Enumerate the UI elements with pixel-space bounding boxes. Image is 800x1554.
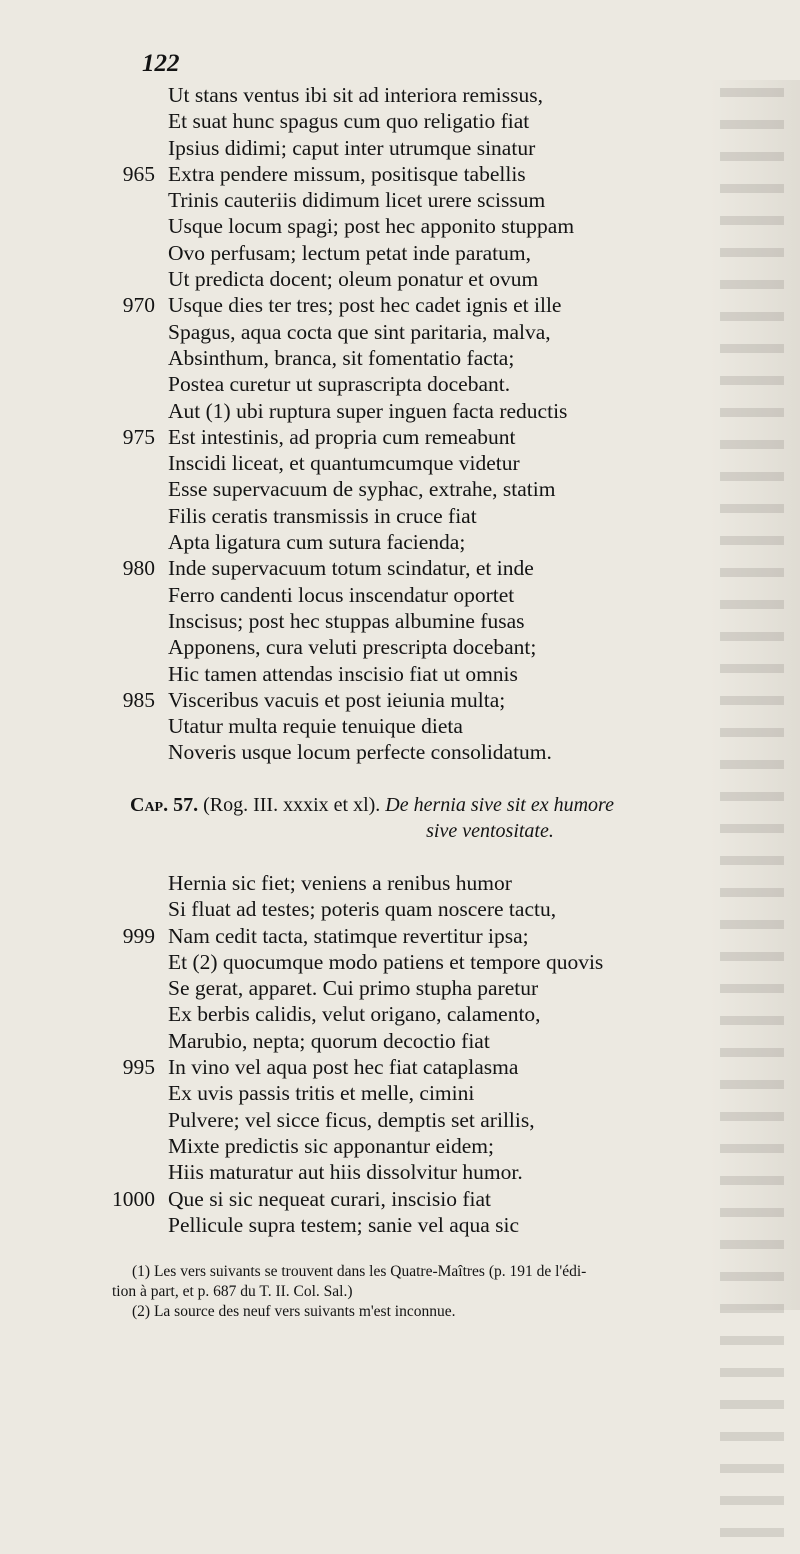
verse-text: Et (2) quocumque modo patiens et tempore quovis bbox=[168, 949, 604, 974]
verse-line bbox=[0, 608, 800, 634]
verse-text: Que si sic nequeat curari, inscisio fiat bbox=[168, 1186, 491, 1211]
verse-text: Ut predicta docent; oleum ponatur et ovum bbox=[168, 267, 539, 292]
verse-line bbox=[0, 135, 800, 161]
verse-text: Ferro candenti locus inscendatur oportet bbox=[168, 582, 515, 607]
verse-line bbox=[0, 1080, 800, 1106]
verse-block-part1 bbox=[0, 82, 800, 766]
chapter-reference: (Rog. III. xxxix et xl). bbox=[198, 794, 386, 816]
line-number: 1000 bbox=[112, 1186, 155, 1211]
verse-line bbox=[0, 634, 800, 660]
bleed-stroke bbox=[720, 1528, 800, 1552]
verse-line bbox=[0, 687, 800, 713]
line-number: 970 bbox=[122, 293, 155, 318]
verse-line bbox=[0, 582, 800, 608]
verse-block-part2 bbox=[0, 870, 800, 1238]
chapter-title-line2: sive ventositate. bbox=[426, 820, 554, 842]
verse-text: Inde supervacuum totum scindatur, et inde bbox=[168, 556, 534, 581]
bleed-stroke bbox=[720, 1464, 800, 1488]
verse-line bbox=[0, 1159, 800, 1185]
verse-line bbox=[0, 266, 800, 292]
verse-text: Marubio, nepta; quorum decoctio fiat bbox=[168, 1028, 490, 1053]
chapter-number: Cap. 57. bbox=[130, 794, 199, 816]
verse-text: Ipsius didimi; caput inter utrumque sinatur bbox=[168, 135, 536, 160]
verse-text: Aut (1) ubi ruptura super inguen facta reductis bbox=[168, 398, 568, 423]
chapter-title-line1: De hernia sive sit ex humore bbox=[385, 794, 614, 816]
line-number: 985 bbox=[122, 687, 155, 712]
verse-text: Absinthum, branca, sit fomentatio facta; bbox=[168, 345, 515, 370]
verse-line bbox=[0, 371, 800, 397]
verse-line bbox=[0, 1054, 800, 1080]
verse-text: Hernia sic fiet; veniens a renibus humor bbox=[168, 871, 512, 895]
verse-line bbox=[0, 424, 800, 450]
verse-line bbox=[0, 398, 800, 424]
verse-line bbox=[0, 108, 800, 134]
verse-line bbox=[0, 923, 800, 949]
verse-line bbox=[0, 503, 800, 529]
verse-line bbox=[0, 345, 800, 371]
bleed-stroke bbox=[720, 1432, 800, 1456]
verse-line bbox=[0, 213, 800, 239]
line-number: 980 bbox=[122, 556, 155, 581]
bleed-stroke bbox=[720, 1240, 800, 1264]
verse-text: Esse supervacuum de syphac, extrahe, statim bbox=[168, 477, 556, 502]
verse-text: Pellicule supra testem; sanie vel aqua sic bbox=[168, 1212, 520, 1237]
verse-line bbox=[0, 82, 800, 108]
footnote-1-line2: tion à part, et p. 687 du T. II. Col. Sal.) bbox=[112, 1283, 353, 1300]
chapter-heading bbox=[130, 792, 790, 844]
verse-line bbox=[0, 1001, 800, 1027]
verse-text: Ex uvis passis tritis et melle, cimini bbox=[168, 1081, 475, 1106]
verse-text: Spagus, aqua cocta que sint paritaria, malva, bbox=[168, 319, 551, 344]
verse-text: Nam cedit tacta, statimque revertitur ipsa; bbox=[168, 923, 529, 948]
verse-text: Apponens, cura veluti prescripta docebant; bbox=[168, 635, 537, 660]
verse-text: Mixte predictis sic apponantur eidem; bbox=[168, 1133, 494, 1158]
verse-text: Apta ligatura cum sutura facienda; bbox=[168, 530, 466, 555]
verse-text: Visceribus vacuis et post ieiunia multa; bbox=[168, 687, 506, 712]
verse-text: Si fluat ad testes; poteris quam noscere tactu, bbox=[168, 897, 557, 922]
verse-line bbox=[0, 555, 800, 581]
verse-text: Hic tamen attendas inscisio fiat ut omnis bbox=[168, 661, 518, 686]
verse-line bbox=[0, 1133, 800, 1159]
verse-text: Pulvere; vel sicce ficus, demptis set arillis, bbox=[168, 1107, 535, 1132]
verse-line bbox=[0, 240, 800, 266]
verse-text: Utatur multa requie tenuique dieta bbox=[168, 714, 463, 739]
bleed-stroke bbox=[720, 1368, 800, 1392]
verse-text: Extra pendere missum, positisque tabellis bbox=[168, 161, 526, 186]
bleed-stroke bbox=[720, 1336, 800, 1360]
verse-text: Et suat hunc spagus cum quo religatio fiat bbox=[168, 109, 530, 134]
verse-line bbox=[0, 1028, 800, 1054]
verse-text: Noveris usque locum perfecte consolidatum. bbox=[168, 740, 552, 765]
verse-line bbox=[0, 1107, 800, 1133]
verse-text: Inscisus; post hec stuppas albumine fusas bbox=[168, 608, 525, 633]
verse-text: Filis ceratis transmissis in cruce fiat bbox=[168, 503, 477, 528]
verse-line bbox=[0, 161, 800, 187]
verse-line bbox=[0, 739, 800, 765]
verse-text: Ovo perfusam; lectum petat inde paratum, bbox=[168, 240, 531, 265]
line-number: 999 bbox=[122, 923, 155, 948]
verse-line bbox=[0, 975, 800, 1001]
line-number: 965 bbox=[122, 161, 155, 186]
verse-text: Ex berbis calidis, velut origano, calamento, bbox=[168, 1002, 541, 1027]
footnote-2: (2) La source des neuf vers suivants m'est inconnue. bbox=[132, 1303, 456, 1320]
bleed-stroke bbox=[720, 1496, 800, 1520]
verse-line bbox=[0, 661, 800, 687]
verse-line bbox=[0, 529, 800, 555]
verse-line bbox=[0, 896, 800, 922]
footnotes bbox=[112, 1262, 792, 1322]
verse-text: Trinis cauteriis didimum licet urere scissum bbox=[168, 188, 546, 213]
verse-line bbox=[0, 1212, 800, 1238]
verse-text: Hiis maturatur aut hiis dissolvitur humor. bbox=[168, 1160, 523, 1185]
verse-line bbox=[0, 319, 800, 345]
verse-text: Usque dies ter tres; post hec cadet ignis et ille bbox=[168, 293, 562, 318]
verse-line bbox=[0, 187, 800, 213]
verse-line bbox=[0, 476, 800, 502]
verse-text: Inscidi liceat, et quantumcumque videtur bbox=[168, 451, 520, 476]
verse-text: In vino vel aqua post hec fiat cataplasma bbox=[168, 1055, 519, 1080]
verse-text: Usque locum spagi; post hec apponito stuppam bbox=[168, 214, 575, 239]
line-number: 975 bbox=[122, 424, 155, 449]
verse-text: Se gerat, apparet. Cui primo stupha paretur bbox=[168, 976, 539, 1001]
line-number: 995 bbox=[122, 1055, 155, 1080]
verse-text: Est intestinis, ad propria cum remeabunt bbox=[168, 424, 516, 449]
verse-line bbox=[0, 713, 800, 739]
footnote-1-line1: (1) Les vers suivants se trouvent dans les Quatre-Maîtres (p. 191 de l'édi- bbox=[132, 1263, 587, 1280]
page-number: 122 bbox=[142, 50, 180, 77]
verse-line bbox=[0, 870, 800, 896]
verse-text: Postea curetur ut suprascripta docebant. bbox=[168, 372, 511, 397]
bleed-stroke bbox=[720, 1400, 800, 1424]
verse-line bbox=[0, 450, 800, 476]
verse-line bbox=[0, 949, 800, 975]
verse-line bbox=[0, 1186, 800, 1212]
verse-text: Ut stans ventus ibi sit ad interiora remissus, bbox=[168, 83, 544, 107]
verse-line bbox=[0, 292, 800, 318]
